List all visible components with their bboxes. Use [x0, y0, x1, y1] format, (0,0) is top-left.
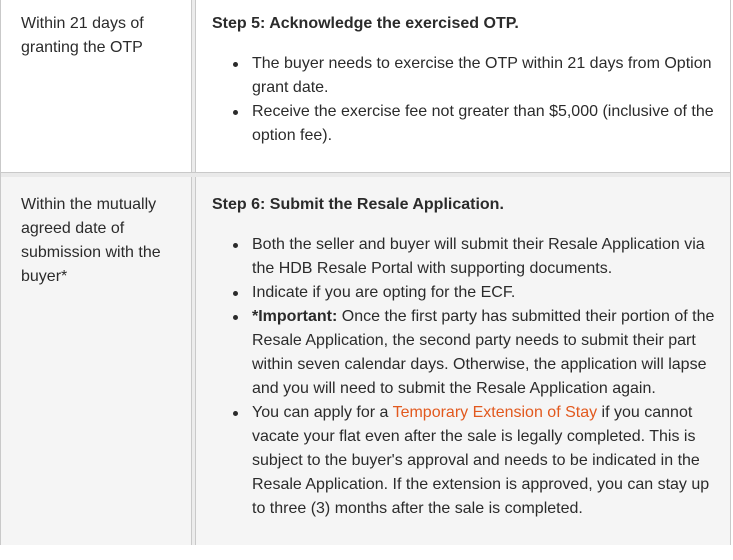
extension-text-after: if you cannot vacate your flat even after the sale is legally completed. This is subject to the buyer's approval and needs to be indicated in the Resale Application. If the extension is approved, you can stay up to three (3) months after the sale is completed.	[252, 404, 710, 517]
step-title: Step 6: Submit the Resale Application.	[212, 196, 504, 213]
step-bullet-list	[212, 233, 716, 521]
step-bullet-list	[212, 52, 716, 148]
timeline-text: Within 21 days of granting the OTP	[21, 15, 144, 56]
list-item-important	[252, 305, 716, 401]
table-row-step-5	[1, 0, 730, 173]
important-text: Once the first party has submitted their portion of the Resale Application, the second party needs to submit their part within seven calendar days. Otherwise, the application will lapse and you will need to submit the Resale Application again.	[252, 308, 715, 397]
timeline-cell	[1, 177, 192, 545]
timeline-cell	[1, 0, 192, 172]
list-item: Indicate if you are opting for the ECF.	[252, 281, 716, 305]
temporary-extension-of-stay-link[interactable]: Temporary Extension of Stay	[392, 404, 598, 421]
list-item-extension	[252, 401, 716, 521]
important-label: *Important:	[252, 308, 338, 325]
list-item: Receive the exercise fee not greater than $5,000 (inclusive of the option fee).	[252, 100, 716, 148]
list-item: The buyer needs to exercise the OTP within 21 days from Option grant date.	[252, 52, 716, 100]
step-description-cell	[195, 177, 730, 545]
list-item: Both the seller and buyer will submit their Resale Application via the HDB Resale Portal with supporting documents.	[252, 233, 716, 281]
step-description-cell	[195, 0, 730, 172]
step-title: Step 5: Acknowledge the exercised OTP.	[212, 15, 519, 32]
timeline-text: Within the mutually agreed date of submission with the buyer*	[21, 196, 161, 285]
table-row-step-6	[1, 173, 730, 545]
extension-text-before: You can apply for a	[252, 404, 393, 421]
